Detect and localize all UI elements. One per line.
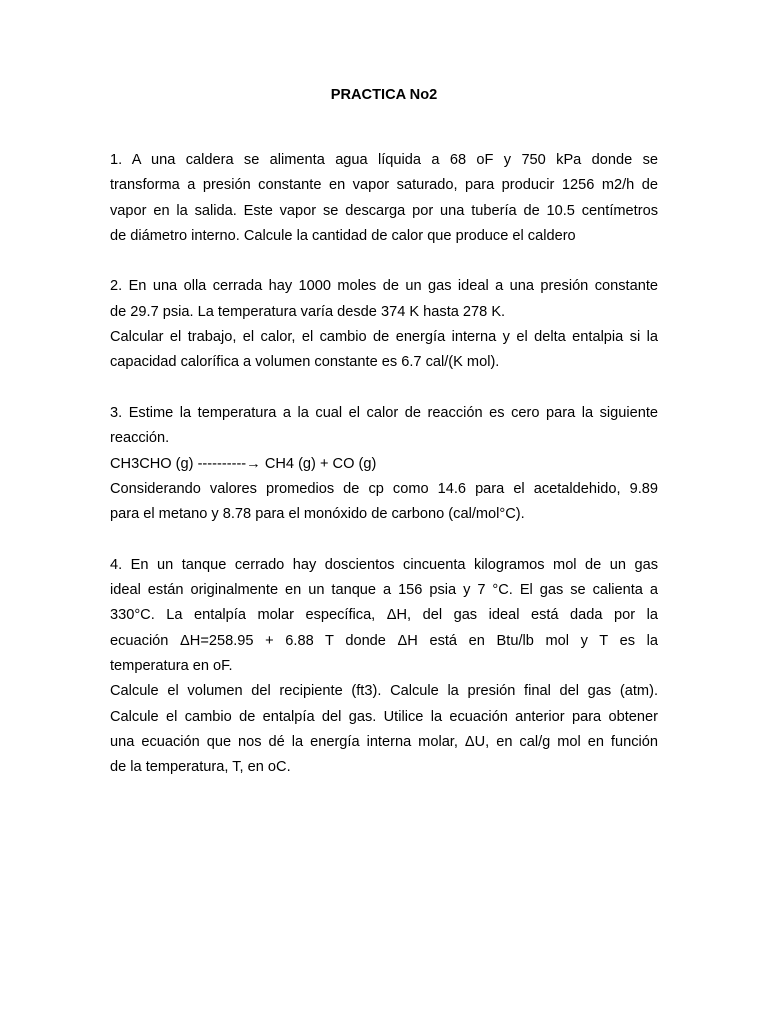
problem-4-line: ecuación ΔH=258.95 + 6.88 T donde ΔH está en Btu/lb mol y T es la [110,632,658,649]
problem-4 [110,553,658,781]
document-body [110,148,658,806]
problem-4-line: temperatura en oF. [110,657,233,674]
problem-3-line: para el metano y 8.78 para el monóxido de carbono (cal/mol°C). [110,506,525,523]
problem-4-line: de la temperatura, T, en oC. [110,759,291,776]
problem-1-line: de diámetro interno. Calcule la cantidad de calor que produce el caldero [110,227,576,244]
problem-2 [110,274,658,375]
problem-3 [110,401,658,527]
problem-3-line: reacción. [110,430,170,447]
problem-3-line: 3. Estime la temperatura a la cual el calor de reacción es cero para la siguiente [110,404,658,421]
problem-1-line: transforma a presión constante en vapor saturado, para producir 1256 m2/h de [110,177,658,194]
problem-4-line: una ecuación que nos dé la energía interna molar, ΔU, en cal/g mol en función [110,733,658,750]
problem-4-line: 330°C. La entalpía molar específica, ΔH, del gas ideal está dada por la [110,607,658,624]
problem-4-line: 4. En un tanque cerrado hay doscientos cincuenta kilogramos mol de un gas [110,556,658,573]
problem-1 [110,148,658,249]
problem-2-line: capacidad calorífica a volumen constante es 6.7 cal/(K mol). [110,354,500,371]
reaction-equation: CH3CHO (g) ----------→ CH4 (g) + CO (g) [110,455,377,472]
problem-1-line: vapor en la salida. Este vapor se descarga por una tubería de 10.5 centímetros [110,202,658,219]
problem-4-line: Calcule el cambio de entalpía del gas. Utilice la ecuación anterior para obtener [110,708,658,725]
page-title: PRACTICA No2 [330,87,438,103]
problem-4-line: ideal están originalmente en un tanque a 156 psia y 7 °C. El gas se calienta a [110,582,658,599]
problem-2-line: 2. En una olla cerrada hay 1000 moles de un gas ideal a una presión constante [110,278,658,295]
problem-1-line: 1. A una caldera se alimenta agua líquida a 68 oF y 750 kPa donde se [110,152,658,168]
problem-4-line: Calcule el volumen del recipiente (ft3). Calcule la presión final del gas (atm). [110,683,658,700]
problem-2-line: Calcular el trabajo, el calor, el cambio de energía interna y el delta entalpia si la [110,329,658,346]
problem-3-line: Considerando valores promedios de cp como 14.6 para el acetaldehido, 9.89 [110,480,658,497]
problem-2-line: de 29.7 psia. La temperatura varía desde 374 K hasta 278 K. [110,303,506,320]
